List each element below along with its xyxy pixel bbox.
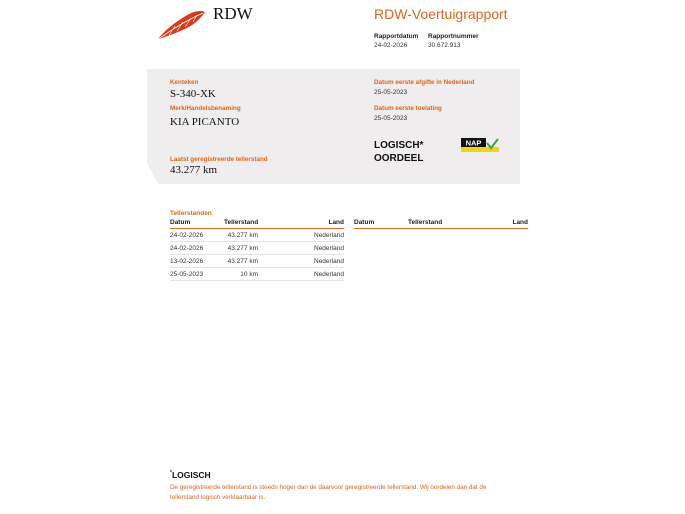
oordeel-line2: OORDEEL [374, 153, 424, 164]
table-header-row [354, 218, 528, 229]
column-header-land: Land [468, 218, 528, 229]
cell-land: Nederland [284, 255, 344, 268]
column-header-datum: Datum [170, 218, 224, 229]
rapportdatum-value: 24-02-2026 [374, 42, 408, 49]
cell-tellerstand: 43.277 km [224, 242, 284, 255]
cell-datum: 13-02-2026 [170, 255, 224, 268]
table-row [170, 268, 344, 281]
footnote-title [170, 470, 211, 480]
kenteken-label: Kenteken [170, 79, 199, 86]
oordeel-line1: LOGISCH* [374, 140, 424, 151]
cell-tellerstand: 10 km [224, 268, 284, 281]
tellerstanden-title: Tellerstanden [170, 210, 212, 217]
eerste-afgifte-label: Datum eerste afgifte in Nederland [374, 79, 475, 86]
cell-tellerstand: 43.277 km [224, 255, 284, 268]
table-row [170, 229, 344, 242]
footnote-text: De geregistreerde tellerstand is steeds hoger dan de daarvoor geregistreerde tellerstand. Wij oordelen dan dat de tellerstand logisch verklaarbaar is. [170, 484, 487, 501]
cell-land: Nederland [284, 242, 344, 255]
table-row [170, 255, 344, 268]
column-header-land: Land [284, 218, 344, 229]
eerste-toelating-value: 25-05-2023 [374, 115, 408, 122]
merk-label: Merk/Handelsbenaming [170, 105, 241, 112]
kenteken-value: S-340-XK [170, 88, 216, 100]
rapportnummer-value: 30.672.913 [428, 42, 461, 49]
nap-logo-text: NAP [465, 138, 482, 148]
cell-datum: 24-02-2026 [170, 242, 224, 255]
nap-check-icon [461, 138, 499, 152]
eerste-toelating-label: Datum eerste toelating [374, 105, 442, 112]
laatst-tellerstand-value: 43.277 km [170, 164, 218, 176]
tellerstanden-table-left [170, 218, 344, 281]
footnote-title-text: LOGISCH [171, 470, 211, 480]
footnote-marker: * [170, 470, 172, 477]
feather-logo-icon [155, 8, 207, 42]
column-header-datum: Datum [354, 218, 408, 229]
merk-value: KIA PICANTO [170, 116, 240, 128]
cell-land: Nederland [284, 229, 344, 242]
cell-datum: 24-02-2026 [170, 229, 224, 242]
laatst-tellerstand-label: Laatst geregistreerde tellerstand [170, 156, 268, 163]
column-header-tellerstand: Tellerstand [224, 218, 284, 229]
cell-tellerstand: 43.277 km [224, 229, 284, 242]
rapportnummer-label: Rapportnummer [428, 33, 479, 40]
page-title: RDW-Voertuigrapport [374, 6, 508, 22]
table-row [170, 242, 344, 255]
eerste-afgifte-value: 25-05-2023 [374, 89, 408, 96]
cell-land: Nederland [284, 268, 344, 281]
brand-name: RDW [213, 4, 253, 23]
table-header-row [170, 218, 344, 229]
column-header-tellerstand: Tellerstand [408, 218, 468, 229]
tellerstanden-table-right [354, 218, 528, 229]
rapportdatum-label: Rapportdatum [374, 33, 419, 40]
cell-datum: 25-05-2023 [170, 268, 224, 281]
